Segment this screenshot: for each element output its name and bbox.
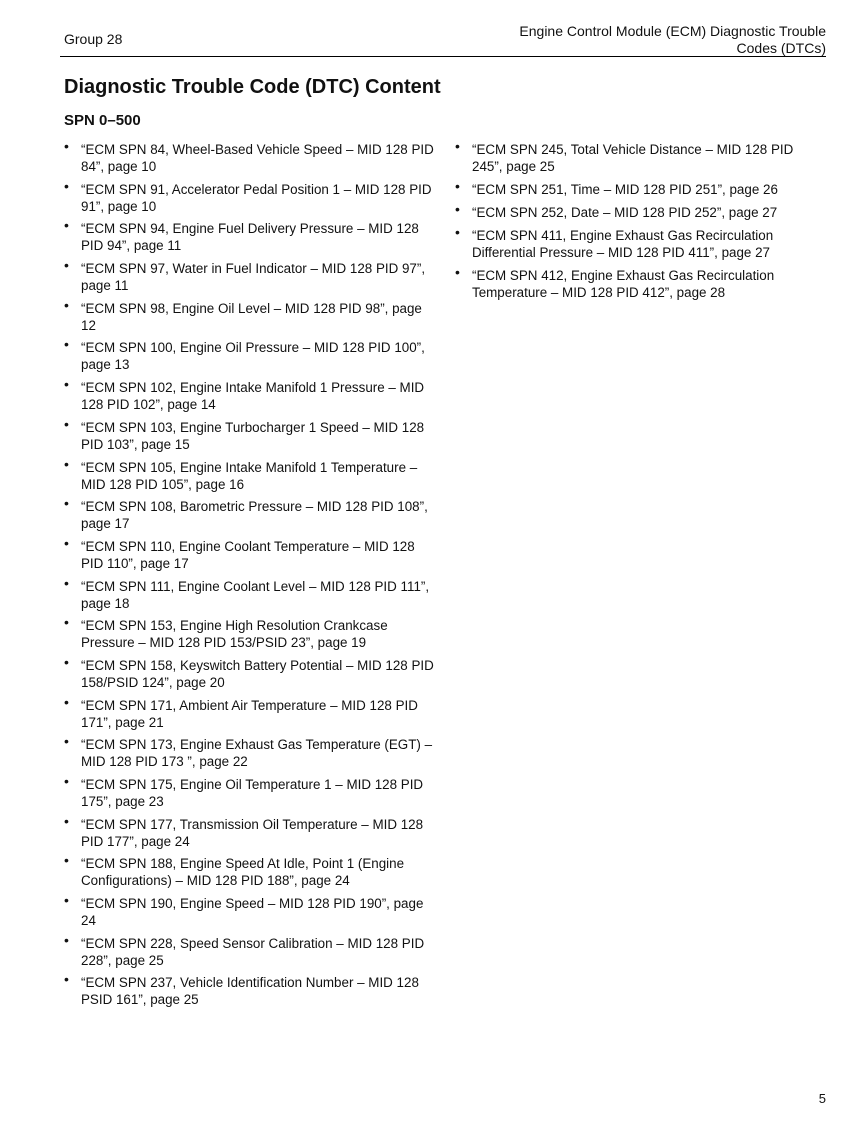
dtc-list-item: [64, 931, 436, 969]
dtc-link-text[interactable]: “ECM SPN 252, Date – MID 128 PID 252”, page 27: [472, 205, 778, 220]
bullet-icon: •: [64, 614, 69, 631]
bullet-icon: •: [64, 812, 69, 829]
header-divider: [60, 56, 826, 57]
dtc-list-item: [64, 773, 436, 810]
dtc-list-item: [64, 971, 436, 1008]
dtc-list-item: [455, 138, 810, 175]
dtc-link-text[interactable]: “ECM SPN 190, Engine Speed – MID 128 PID 190”, page 24: [81, 896, 424, 929]
dtc-list-right-column: [455, 138, 810, 307]
dtc-link-text[interactable]: “ECM SPN 158, Keyswitch Battery Potential – MID 128 PID 158/PSID 124”, page 20: [81, 657, 434, 690]
dtc-list-item: [455, 264, 810, 301]
dtc-list-item: [455, 201, 810, 221]
bullet-icon: •: [64, 376, 69, 393]
dtc-list-item: [64, 376, 436, 413]
dtc-link-text[interactable]: “ECM SPN 108, Barometric Pressure – MID 128 PID 108”, page 17: [81, 499, 428, 532]
dtc-link-text[interactable]: “ECM SPN 153, Engine High Resolution Crankcase Pressure – MID 128 PID 153/PSID 23”, page 19: [81, 618, 388, 651]
bullet-icon: •: [64, 534, 69, 551]
page-number: 5: [818, 1091, 826, 1106]
bullet-icon: •: [64, 733, 69, 750]
header-group-label: Group 28: [64, 31, 123, 47]
dtc-list-item: [64, 534, 436, 572]
dtc-list-item: [455, 224, 810, 261]
bullet-icon: •: [455, 178, 460, 194]
bullet-icon: •: [64, 336, 69, 353]
bullet-icon: •: [455, 138, 460, 154]
dtc-list-item: [64, 614, 436, 651]
dtc-link-text[interactable]: “ECM SPN 245, Total Vehicle Distance – MID 128 PID 245”, page 25: [472, 142, 794, 174]
bullet-icon: •: [64, 415, 69, 432]
dtc-link-text[interactable]: “ECM SPN 103, Engine Turbocharger 1 Speed – MID 128 PID 103”, page 15: [81, 419, 425, 452]
dtc-link-text[interactable]: “ECM SPN 171, Ambient Air Temperature – MID 128 PID 171”, page 21: [81, 697, 418, 730]
section-heading: SPN 0–500: [64, 112, 141, 129]
dtc-list-item: [455, 178, 810, 198]
dtc-list-item: [64, 455, 436, 493]
bullet-icon: •: [64, 574, 69, 591]
dtc-link-text[interactable]: “ECM SPN 98, Engine Oil Level – MID 128 PID 98”, page 12: [81, 300, 422, 333]
bullet-icon: •: [64, 971, 69, 988]
dtc-list-left-column: [64, 138, 436, 1014]
dtc-link-text[interactable]: “ECM SPN 188, Engine Speed At Idle, Point 1 (Engine Configurations) – MID 128 PID 188”, page 24: [81, 856, 405, 889]
dtc-list-item: [64, 336, 436, 373]
bullet-icon: •: [64, 217, 69, 234]
dtc-list-item: [64, 217, 436, 254]
dtc-link-text[interactable]: “ECM SPN 228, Speed Sensor Calibration – MID 128 PID 228”, page 25: [81, 935, 425, 968]
bullet-icon: •: [64, 653, 69, 670]
dtc-link-text[interactable]: “ECM SPN 412, Engine Exhaust Gas Recirculation Temperature – MID 128 PID 412”, page 28: [472, 268, 775, 300]
dtc-link-text[interactable]: “ECM SPN 175, Engine Oil Temperature 1 – MID 128 PID 175”, page 23: [81, 777, 424, 809]
bullet-icon: •: [455, 224, 460, 240]
dtc-link-text[interactable]: “ECM SPN 94, Engine Fuel Delivery Pressure – MID 128 PID 94”, page 11: [81, 221, 419, 254]
dtc-link-text[interactable]: “ECM SPN 411, Engine Exhaust Gas Recirculation Differential Pressure – MID 128 PID 411”, page 27: [472, 228, 774, 260]
dtc-link-text[interactable]: “ECM SPN 105, Engine Intake Manifold 1 Temperature – MID 128 PID 105”, page 16: [81, 459, 418, 492]
bullet-icon: •: [455, 264, 460, 280]
dtc-link-text[interactable]: “ECM SPN 177, Transmission Oil Temperature – MID 128 PID 177”, page 24: [81, 816, 424, 849]
dtc-list-item: [64, 693, 436, 731]
dtc-list-item: [64, 892, 436, 929]
bullet-icon: •: [455, 201, 460, 217]
bullet-icon: •: [64, 892, 69, 909]
dtc-list-item: [64, 177, 436, 215]
dtc-list-item: [64, 574, 436, 612]
dtc-list-item: [64, 296, 436, 334]
page-title: Diagnostic Trouble Code (DTC) Content: [64, 76, 441, 98]
dtc-link-text[interactable]: “ECM SPN 84, Wheel-Based Vehicle Speed – MID 128 PID 84”, page 10: [81, 142, 434, 174]
header-title-line1: Engine Control Module (ECM) Diagnostic Trouble: [519, 23, 826, 39]
dtc-list-item: [64, 852, 436, 889]
dtc-link-text[interactable]: “ECM SPN 111, Engine Coolant Level – MID 128 PID 111”, page 18: [81, 578, 430, 611]
bullet-icon: •: [64, 931, 69, 948]
bullet-icon: •: [64, 138, 69, 154]
dtc-list-item: [64, 138, 436, 175]
dtc-link-text[interactable]: “ECM SPN 91, Accelerator Pedal Position 1 – MID 128 PID 91”, page 10: [81, 181, 432, 214]
header-document-title: [466, 23, 826, 57]
dtc-list-item: [64, 812, 436, 850]
dtc-link-text[interactable]: “ECM SPN 102, Engine Intake Manifold 1 Pressure – MID 128 PID 102”, page 14: [81, 380, 425, 413]
dtc-link-text[interactable]: “ECM SPN 237, Vehicle Identification Number – MID 128 PSID 161”, page 25: [81, 975, 419, 1008]
bullet-icon: •: [64, 455, 69, 472]
dtc-list-item: [64, 733, 436, 770]
bullet-icon: •: [64, 257, 69, 274]
dtc-link-text[interactable]: “ECM SPN 173, Engine Exhaust Gas Temperature (EGT) – MID 128 PID 173 ”, page 22: [81, 737, 433, 770]
dtc-list-item: [64, 653, 436, 691]
bullet-icon: •: [64, 773, 69, 789]
dtc-link-text[interactable]: “ECM SPN 97, Water in Fuel Indicator – MID 128 PID 97”, page 11: [81, 261, 426, 294]
dtc-link-text[interactable]: “ECM SPN 110, Engine Coolant Temperature – MID 128 PID 110”, page 17: [81, 538, 415, 571]
bullet-icon: •: [64, 177, 69, 194]
bullet-icon: •: [64, 852, 69, 869]
bullet-icon: •: [64, 495, 69, 512]
bullet-icon: •: [64, 296, 69, 313]
dtc-link-text[interactable]: “ECM SPN 251, Time – MID 128 PID 251”, page 26: [472, 182, 778, 197]
header-title-line2: Codes (DTCs): [736, 40, 826, 56]
bullet-icon: •: [64, 693, 69, 710]
dtc-list-item: [64, 257, 436, 294]
dtc-list-item: [64, 415, 436, 453]
dtc-link-text[interactable]: “ECM SPN 100, Engine Oil Pressure – MID 128 PID 100”, page 13: [81, 340, 425, 373]
dtc-list-item: [64, 495, 436, 532]
